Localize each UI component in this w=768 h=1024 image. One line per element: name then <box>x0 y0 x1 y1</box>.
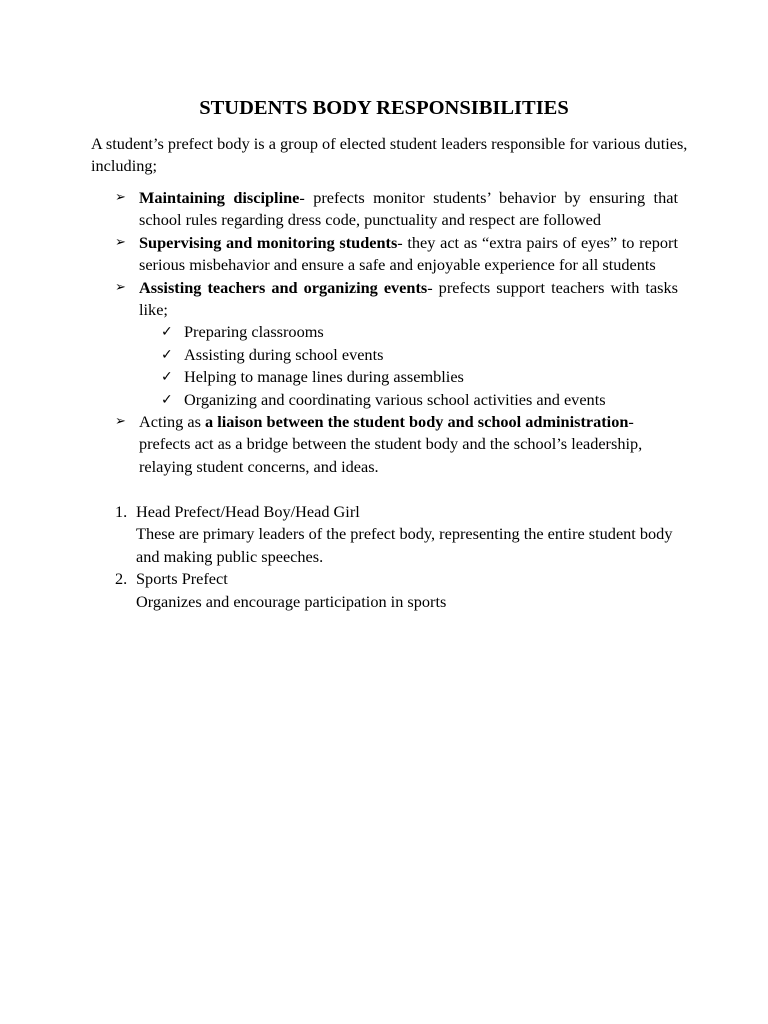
intro-paragraph: A student’s prefect body is a group of elected student leaders responsible for various duties, including; <box>91 134 688 176</box>
page-title: STUDENTS BODY RESPONSIBILITIES <box>199 97 569 119</box>
sublist-item-text: Assisting during school events <box>184 344 384 364</box>
role-number: 1. <box>115 502 128 521</box>
list-item-liaison <box>0 411 768 478</box>
list-item-discipline <box>0 187 768 232</box>
responsibilities-list <box>0 187 768 478</box>
sublist-item <box>0 321 678 343</box>
list-item-text <box>139 187 678 232</box>
list-item-text <box>139 412 642 476</box>
task-sublist <box>139 321 678 411</box>
list-item-bold: Assisting teachers and organizing events <box>139 277 428 297</box>
arrow-bullet-icon: ➢ <box>115 234 126 250</box>
role-description: Organizes and encourage participation in sports <box>136 591 447 611</box>
list-item-prefix: Acting as <box>139 412 206 432</box>
list-item-text <box>139 277 678 322</box>
list-item-supervising <box>0 232 768 277</box>
sublist-item <box>0 344 678 366</box>
role-title: Head Prefect/Head Boy/Head Girl <box>136 502 360 521</box>
list-item-assisting <box>0 277 768 411</box>
checkmark-icon: ✓ <box>161 324 173 341</box>
checkmark-icon: ✓ <box>161 346 173 363</box>
list-item-body: - prefects act as a bridge between the student body and the school’s leadership, relaying student concerns, and ideas. <box>139 412 643 476</box>
checkmark-icon: ✓ <box>161 369 173 386</box>
list-item-body: - prefects support teachers with tasks like; <box>139 277 678 320</box>
list-item-bold: a liaison between the student body and school administration <box>205 412 629 432</box>
role-item-head-prefect <box>0 501 768 568</box>
list-item-text <box>139 232 678 277</box>
prefect-roles-list <box>0 501 768 613</box>
arrow-bullet-icon: ➢ <box>115 190 126 205</box>
list-item-body: - prefects monitor students’ behavior by ensuring that school rules regarding dress code, punctuality and respect are followed <box>139 188 678 230</box>
role-description: These are primary leaders of the prefect body, representing the entire student body and making public speeches. <box>136 524 673 566</box>
role-item-sports-prefect <box>0 568 768 613</box>
role-title: Sports Prefect <box>136 569 228 589</box>
sublist-item <box>0 389 678 411</box>
list-item-bold: Supervising and monitoring students <box>139 232 398 252</box>
sublist-item-text: Preparing classrooms <box>184 322 324 342</box>
role-number: 2. <box>115 569 128 589</box>
arrow-bullet-icon: ➢ <box>115 279 126 295</box>
checkmark-icon: ✓ <box>161 391 173 408</box>
list-item-bold: Maintaining discipline <box>139 188 300 207</box>
sublist-item-text: Helping to manage lines during assemblies <box>184 367 464 387</box>
sublist-item-text: Organizing and coordinating various school activities and events <box>184 389 606 409</box>
arrow-bullet-icon: ➢ <box>115 414 126 430</box>
list-item-body: - they act as “extra pairs of eyes” to report serious misbehavior and ensure a safe and enjoyable experience for all students <box>139 232 678 275</box>
sublist-item <box>0 366 678 388</box>
